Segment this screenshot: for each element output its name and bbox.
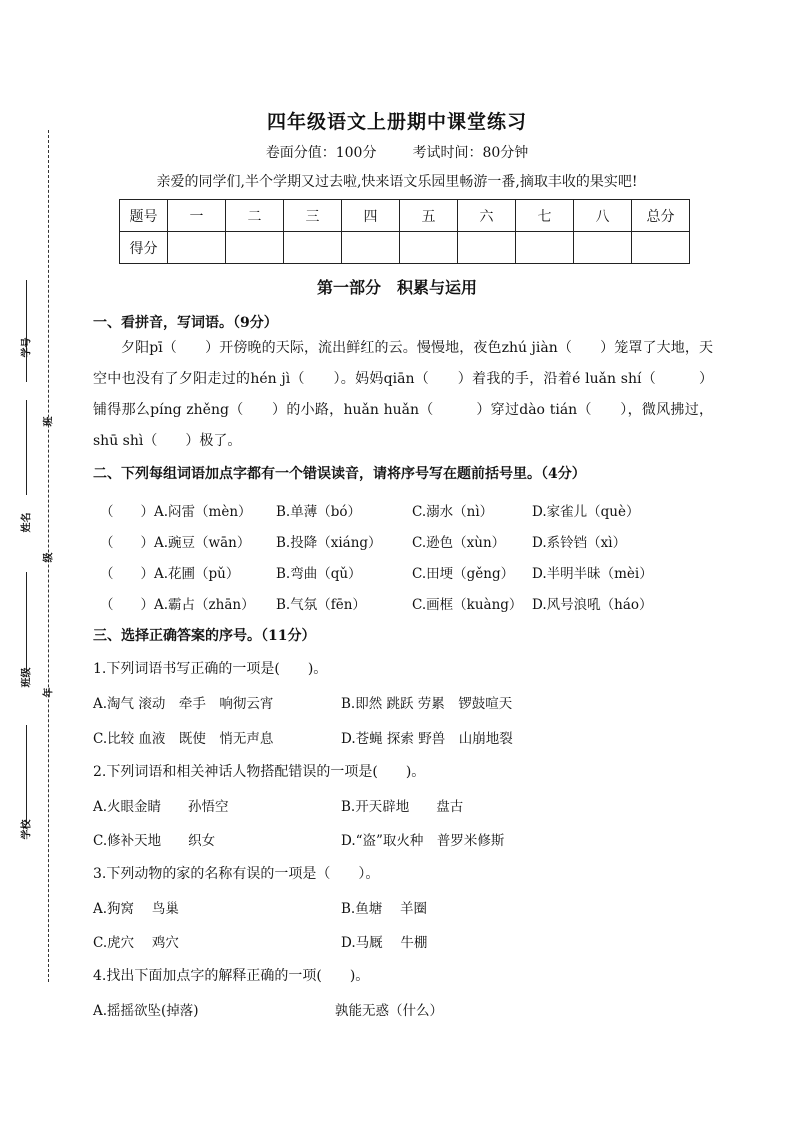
part-title: 第一部分 积累与运用 — [316, 278, 477, 297]
question-1: 1.下列词语书写正确的一项是( )。 — [93, 661, 328, 677]
option-d: D.“盗”取火种 普罗米修斯 — [341, 833, 505, 849]
label-ban: 班 — [43, 416, 55, 427]
score-table-cell: 六 — [458, 200, 516, 232]
section2-option: D.风号浪吼（háo） — [532, 597, 653, 613]
section2-option: B.单薄（bó） — [276, 504, 361, 520]
label-class: 班级 — [21, 667, 33, 688]
section2-option: B.投降（xiáng） — [276, 535, 382, 551]
total-score: 卷面分值：100分 — [265, 145, 377, 161]
section2-option: D.系铃铛（xì） — [532, 535, 627, 551]
label-name: 姓名 — [21, 512, 33, 533]
score-input-cell[interactable] — [574, 232, 632, 264]
exam-time: 考试时间：80分钟 — [412, 145, 529, 161]
score-input-cell[interactable] — [516, 232, 574, 264]
section2-option: （ ）A.霸占（zhān） — [100, 597, 255, 613]
exam-meta — [0, 142, 794, 162]
option-c: C.比较 血液 既使 悄无声息 — [93, 731, 274, 747]
score-input-cell[interactable] — [342, 232, 400, 264]
option-a: A.摇摇欲坠(掉落) — [93, 1003, 199, 1019]
section2-title: 二、下列每组词语加点字都有一个错误读音，请将序号写在题前括号里。（4分） — [93, 466, 586, 482]
school-line — [26, 725, 27, 825]
section2-option: C.画框（kuàng） — [412, 597, 523, 613]
option-a-second: 孰能无惑（什么） — [335, 1003, 443, 1019]
score-table-cell: 总分 — [632, 200, 690, 232]
section1-passage: 夕阳pī（ ）开傍晚的天际，流出鲜红的云。慢慢地，夜色zhú jiàn（ ）笼罩了大地，天空中也没有了夕阳走过的hén jì（ ）。妈妈qiān（ ）着我的手，沿着é luǎn shí（ ）铺得那么píng zhěng（ ）的小路，huǎn huǎn（ ）穿过dào tián（ ），微风拂过，shū shì（ ）极了。 — [93, 340, 713, 449]
score-input-cell[interactable] — [168, 232, 226, 264]
name-line — [26, 400, 27, 495]
section2-option: D.家雀儿（què） — [532, 504, 640, 520]
score-input-cell[interactable] — [284, 232, 342, 264]
section2-option: （ ）A.豌豆（wān） — [100, 535, 251, 551]
option-d: D.马厩 牛棚 — [341, 935, 428, 951]
score-table-cell: 四 — [342, 200, 400, 232]
section1-title: 一、看拼音，写词语。（9分） — [93, 315, 278, 331]
option-c: C.修补天地 织女 — [93, 833, 216, 849]
section2-option: D.半明半昧（mèi） — [532, 566, 653, 582]
greeting: 亲爱的同学们,半个学期又过去啦,快来语文乐园里畅游一番,摘取丰收的果实吧! — [156, 174, 638, 190]
section2-option: （ ）A.闷雷（mèn） — [100, 504, 252, 520]
section2-option: （ ）A.花圃（pǔ） — [100, 566, 240, 582]
option-a: A.淘气 滚动 牵手 响彻云宵 — [93, 696, 274, 712]
section2-option: C.田埂（gěng） — [412, 566, 515, 582]
question-3: 3.下列动物的家的名称有误的一项是（ ）。 — [93, 866, 380, 882]
option-a: A.狗窝 鸟巢 — [93, 901, 179, 917]
section2-option: B.弯曲（qǔ） — [276, 566, 362, 582]
score-row-label: 得分 — [120, 232, 168, 264]
score-table-cell: 八 — [574, 200, 632, 232]
score-input-cell[interactable] — [400, 232, 458, 264]
label-nian: 年 — [43, 687, 55, 698]
score-table-cell: 三 — [284, 200, 342, 232]
score-table-cell: 七 — [516, 200, 574, 232]
option-d: D.苍蝇 探索 野兽 山崩地裂 — [341, 731, 513, 747]
score-input-cell[interactable] — [632, 232, 690, 264]
label-school: 学校 — [21, 819, 33, 840]
option-c: C.虎穴 鸡穴 — [93, 935, 179, 951]
option-b: B.开天辟地 盘古 — [341, 799, 464, 815]
label-ji: 级 — [43, 552, 55, 563]
score-table-score-row — [120, 232, 690, 264]
question-4: 4.找出下面加点字的解释正确的一项( )。 — [93, 968, 370, 984]
score-table-cell: 二 — [226, 200, 284, 232]
score-table — [119, 199, 690, 264]
option-a: A.火眼金睛 孙悟空 — [93, 799, 229, 815]
page-title: 四年级语文上册期中课堂练习 — [266, 111, 527, 133]
label-student-id: 学号 — [21, 337, 33, 358]
question-2: 2.下列词语和相关神话人物搭配错误的一项是( )。 — [93, 764, 426, 780]
option-b: B.鱼塘 羊圈 — [341, 901, 428, 917]
score-table-cell: 五 — [400, 200, 458, 232]
score-input-cell[interactable] — [458, 232, 516, 264]
section2-option: B.气氛（fēn） — [276, 597, 366, 613]
option-b: B.即然 跳跃 劳累 锣鼓喧天 — [341, 696, 513, 712]
score-table-header-row — [120, 200, 690, 232]
score-table-cell: 一 — [168, 200, 226, 232]
score-table-cell: 题号 — [120, 200, 168, 232]
score-input-cell[interactable] — [226, 232, 284, 264]
class-line — [26, 572, 27, 672]
section2-option: C.逊色（xùn） — [412, 535, 506, 551]
section3-title: 三、选择正确答案的序号。（11分） — [93, 628, 316, 644]
section2-option: C.溺水（nì） — [412, 504, 494, 520]
